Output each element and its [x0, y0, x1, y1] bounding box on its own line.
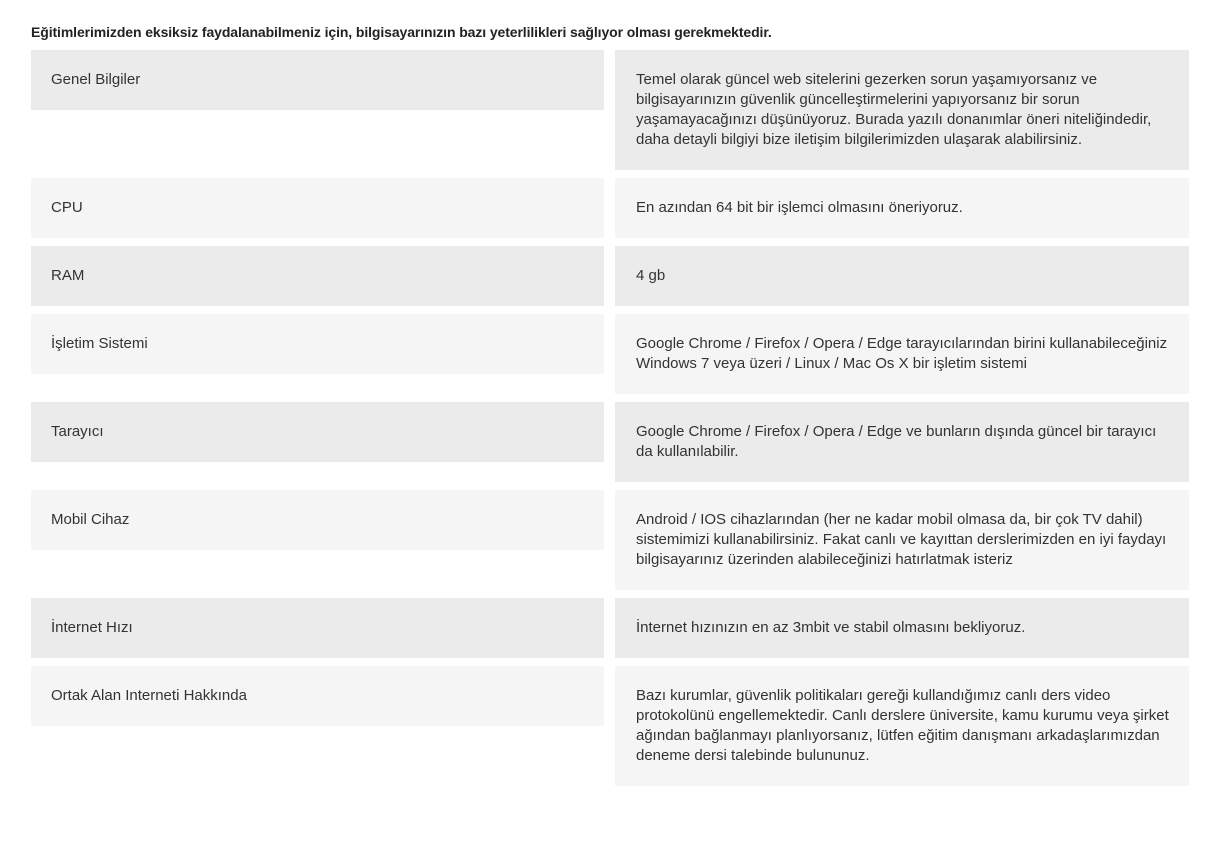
- requirement-row-internet-speed: [31, 598, 1189, 658]
- requirement-value: Google Chrome / Firefox / Opera / Edge ve bunların dışında güncel bir tarayıcı da kullanılabilir.: [615, 402, 1189, 482]
- requirement-row-browser: [31, 402, 1189, 482]
- requirement-row-cpu: [31, 178, 1189, 238]
- requirement-value: En azından 64 bit bir işlemci olmasını öneriyoruz.: [615, 178, 1189, 238]
- intro-text: Eğitimlerimizden eksiksiz faydalanabilmeniz için, bilgisayarınızın bazı yeterlilikleri sağlıyor olması gerekmektedir.: [31, 24, 772, 40]
- requirement-row-mobile: [31, 490, 1189, 590]
- requirement-value: Bazı kurumlar, güvenlik politikaları gereği kullandığımız canlı ders video protokolünü engellemektedir. Canlı derslere üniversite, kamu kurumu veya şirket ağından bağlanmayı planlıyorsanız, lütfen eğitim danışmanı arkadaşlarımızdan deneme dersi talebinde bulununuz.: [615, 666, 1189, 786]
- requirement-row-os: [31, 314, 1189, 394]
- requirement-value: Google Chrome / Firefox / Opera / Edge tarayıcılarından birini kullanabileceğiniz Windows 7 veya üzeri / Linux / Mac Os X bir işletim sistemi: [615, 314, 1189, 394]
- requirement-value: İnternet hızınızın en az 3mbit ve stabil olmasını bekliyoruz.: [615, 598, 1189, 658]
- requirement-label: İnternet Hızı: [31, 598, 604, 658]
- requirement-row-general: [31, 50, 1189, 170]
- requirement-label: Ortak Alan Interneti Hakkında: [31, 666, 604, 726]
- requirement-label: RAM: [31, 246, 604, 306]
- requirement-label: Tarayıcı: [31, 402, 604, 462]
- requirement-row-ram: [31, 246, 1189, 306]
- requirement-label: Mobil Cihaz: [31, 490, 604, 550]
- requirement-value: 4 gb: [615, 246, 1189, 306]
- requirements-table: [31, 50, 1189, 794]
- requirement-label: Genel Bilgiler: [31, 50, 604, 110]
- requirement-value: Temel olarak güncel web sitelerini gezerken sorun yaşamıyorsanız ve bilgisayarınızın güvenlik güncelleştirmelerini yapıyorsanız bir sorun yaşamayacağınızı düşünüyoruz. Burada yazılı donanımlar öneri niteliğindedir, daha detayli bilgiyi bize iletişim bilgilerimizden ulaşarak alabilirsiniz.: [615, 50, 1189, 170]
- requirement-label: CPU: [31, 178, 604, 238]
- requirement-row-shared-internet: [31, 666, 1189, 786]
- requirement-label: İşletim Sistemi: [31, 314, 604, 374]
- requirement-value: Android / IOS cihazlarından (her ne kadar mobil olmasa da, bir çok TV dahil) sistemimizi kullanabilirsiniz. Fakat canlı ve kayıttan derslerimizden en iyi faydayı bilgisayarınız üzerinden alabileceğinizi hatırlatmak isteriz: [615, 490, 1189, 590]
